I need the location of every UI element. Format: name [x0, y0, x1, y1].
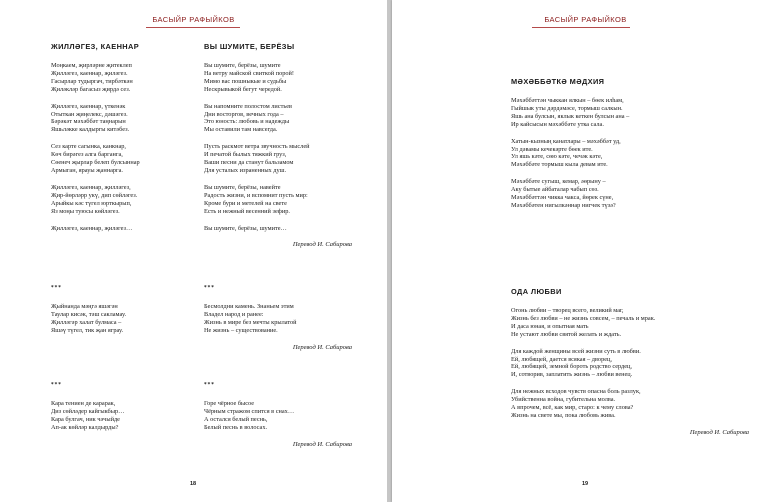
verse-line: Мәхәббәте тормыш кыла девам ите.: [511, 161, 608, 169]
asterism: ***: [204, 382, 215, 388]
verse-line: Дни восторгов, вечных года –: [204, 110, 284, 118]
verse-line: Арыйкы кәс түгел юрткырып,: [51, 199, 132, 207]
verse-line: Жизнь в мире без мечты крылатой: [204, 318, 297, 326]
verse-line: Не жизнь – существование.: [204, 326, 278, 334]
poem-ode-tatar: [511, 77, 751, 219]
stanza: [51, 143, 201, 175]
verse-line: Есть и нежный весенний зефир.: [204, 207, 290, 215]
verse-line: Для каждой женщины всей жизни суть в любви.: [511, 347, 641, 355]
stanza: [511, 348, 751, 380]
verse-line: Җилләгез, каеннар, җилләгез,: [51, 183, 131, 191]
stanza: [204, 184, 354, 216]
right-page: [392, 0, 779, 502]
verse-line: Мәхәббәттән чыккан ялкын – бөек илһам,: [511, 97, 624, 104]
verse-line: Ул яшь кәте, сөю кәте, чечәк кәте,: [511, 153, 603, 161]
stanza: [204, 400, 354, 432]
page-number: 18: [190, 481, 197, 487]
verse-line: Кара булгач, ник чәчыйде: [51, 415, 120, 423]
verse-line: Для нежных всходов чувств опасна боль разлук,: [511, 388, 641, 396]
stanza: [204, 303, 354, 335]
verse-line: Мәхәббәтен нигылкәннар нигчек түзә?: [511, 201, 616, 209]
verse-line: Таулар кисәк, тәш сакламау.: [51, 310, 127, 318]
verse-line: Җир-йөрләрр укү, дип сөйләгез.: [51, 191, 138, 199]
verse-line: Җилләгез, каеннар, үткенәк: [51, 102, 126, 110]
verse-line: Гыйшык уты дәрдәмәсе, тормыш салкын.: [511, 104, 623, 112]
verse-line: На ветру майской свиткой порой!: [204, 69, 295, 77]
verse-line: Кара тениен де карарак,: [51, 400, 116, 407]
verse-line: И печатой былых тяжкий груз,: [204, 151, 287, 159]
verse-line: Огонь любви – творец всего, великий маг,: [511, 307, 624, 314]
verse-line: Мы оставили там навсегда.: [204, 126, 278, 134]
verse-line: Мимо вас пошныкые и судьбы: [204, 77, 287, 85]
poem-title: ВЫ ШУМИТЕ, БЕРЁЗЫ: [204, 42, 295, 51]
poem-russian-3: [204, 382, 354, 448]
verse-line: Вы шумите, берёзы, шумите…: [204, 224, 287, 232]
verse-line: Көч бирәгез алга барганга,: [51, 151, 123, 159]
running-head: БАСЫЙР РАФЫЙКОВ: [544, 15, 627, 24]
verse-line: Жизнь без любви – не жизнь совсем, – печаль и мрак.: [511, 314, 656, 322]
asterism: ***: [51, 285, 62, 291]
stanza: [204, 225, 354, 233]
verse-line: Сез карте сагынка, канкнар,: [51, 143, 126, 151]
poem-russian-2: [204, 285, 354, 351]
running-head-rule: [532, 27, 630, 28]
verse-line: Сөенеч җырлар белеп булсыннар: [51, 159, 140, 167]
verse-line: Нескрывыкой бегут чередой.: [204, 85, 282, 93]
verse-line: Для усталых израненных душ.: [204, 166, 287, 174]
verse-line: Убийственна война, губительна молва.: [511, 396, 616, 404]
asterism: ***: [204, 285, 215, 291]
verse-line: А остался белый песнь,: [204, 415, 268, 423]
running-head: БАСЫЙР РАФЫЙКОВ: [152, 15, 235, 24]
verse-line: Ей, любящей, земной бороть родство сердец,: [511, 363, 633, 371]
verse-line: Это юность: любовь и надежды: [204, 118, 290, 126]
verse-line: А впрочем, всё, как мир, старо: к чему слова?: [511, 404, 634, 412]
verse-line: Бәрәкәт мәхәббәт таңнарын: [51, 118, 126, 126]
stanza: [204, 103, 354, 135]
poem-russian-birches: [204, 42, 354, 248]
asterism: ***: [51, 382, 62, 388]
verse-line: Жизнь на свете мы, пока любовь жива.: [511, 411, 616, 419]
verse-line: Яшьләкке калдыргы китәбез.: [51, 126, 130, 134]
page-number: 19: [582, 481, 589, 487]
verse-line: Мәхәббәттән чикка чакса, йөрек сүне,: [511, 194, 614, 202]
verse-line: Җилләгез, каеннар, җиләгез…: [51, 224, 133, 232]
verse-line: Яшәү түгел, тик җан яграу.: [51, 326, 124, 334]
poem-title: МӘХӘББӘТКӘ МӘДХИЯ: [511, 77, 605, 86]
translator-credit: Перевод И. Сабирова: [292, 440, 352, 448]
verse-line: Вы шумите, берёзы, шумите: [204, 62, 281, 69]
translator-credit: Перевод И. Сабирова: [689, 428, 749, 436]
translator-credit: Перевод И. Сабирова: [292, 343, 352, 351]
verse-line: Радость жизни, и вспомнит пусть мир:: [204, 191, 308, 199]
verse-line: Мәхәббәте сугыш, кемар, әөрыну –: [511, 178, 606, 186]
stanza: [51, 62, 201, 94]
stanza: [51, 400, 201, 432]
poem-tatar-2: [51, 285, 201, 344]
running-head-rule: [146, 27, 240, 28]
stanza: [511, 307, 751, 339]
verse-line: Гасырлар тудыргач, тирбәткән: [51, 77, 133, 85]
verse-line: Кроме бури и метелей на свете: [204, 199, 287, 207]
left-page: [0, 0, 387, 502]
verse-line: Аку бытые айбаталар чабып сөз.: [511, 186, 599, 194]
stanza: [51, 303, 201, 335]
verse-line: Горе чёрное бысое: [204, 400, 255, 407]
verse-line: Җилләгез, каеннар, җиләгез.: [51, 69, 128, 77]
stanza: [511, 178, 751, 210]
verse-line: Ваши песни да станут бальзамом: [204, 159, 294, 167]
verse-line: Ул дәвамы кечекәрте бөек ите.: [511, 145, 593, 153]
verse-line: Белый песнь в волосах.: [204, 423, 268, 431]
verse-line: Диз сөйләдер кайгыкбыр…: [51, 407, 125, 415]
verse-line: Җиләкләр багасыз җирдә сез.: [51, 85, 131, 93]
verse-line: Отыткан җиңелекс, дәшәгез.: [51, 110, 128, 118]
poem-title: ЖИЛЛӘГЕЗ, КАЕННАР: [51, 42, 140, 51]
stanza: [511, 388, 751, 420]
verse-line: Вы напомните полостом листьев: [204, 102, 292, 110]
stanza: [511, 97, 751, 129]
verse-line: Ир кайсысын мәхәббәте утка сала.: [511, 120, 604, 128]
stanza: [51, 225, 201, 233]
verse-line: Ей, любящей, дается всякая – дворец,: [511, 355, 612, 363]
verse-line: Армыган, ярауы җаннарга.: [51, 166, 123, 174]
stanza: [51, 184, 201, 216]
verse-line: И даса юная, и опытная мать: [511, 322, 589, 330]
verse-line: Ап-ак көйләр калдырды?: [51, 423, 119, 431]
verse-line: Не устают любви святой желать и ждать.: [511, 330, 622, 338]
poem-title: ОДА ЛЮБВИ: [511, 287, 562, 296]
verse-line: Моңкаем, җирләрне җитеклеп: [51, 62, 132, 69]
verse-line: Җыйнанда мәңгә яшәгән: [51, 303, 118, 310]
translator-credit: Перевод И. Сабирова: [292, 241, 352, 249]
poem-tatar-birches: [51, 42, 201, 241]
verse-line: Владел народ и ранее:: [204, 310, 264, 318]
stanza: [204, 143, 354, 175]
verse-line: Бесмолдни камень. Знаньем этим: [204, 303, 294, 310]
stanza: [51, 103, 201, 135]
verse-line: Пусть раскмот ветра звучность мыслей: [204, 143, 310, 151]
stanza: [204, 62, 354, 94]
stanza: [511, 138, 751, 170]
verse-line: Вы шумите, берёзы, навейте: [204, 183, 281, 191]
verse-line: Хатын-кызның канатлары – мәхәббәт уд,: [511, 137, 621, 145]
verse-line: Яшь ана булсын, яклык кеткен булсын ана –: [511, 112, 630, 120]
verse-line: И, сотворив, заплатить жизнь – любви венец.: [511, 371, 633, 379]
poem-ode-russian: [511, 287, 751, 436]
verse-line: Яз моңы туюсы көйләгез.: [51, 207, 120, 215]
poem-tatar-3: [51, 382, 201, 441]
verse-line: Җилләгәр халат булмаса –: [51, 318, 122, 326]
verse-line: Чёрным стражом спится в снах…: [204, 407, 295, 415]
